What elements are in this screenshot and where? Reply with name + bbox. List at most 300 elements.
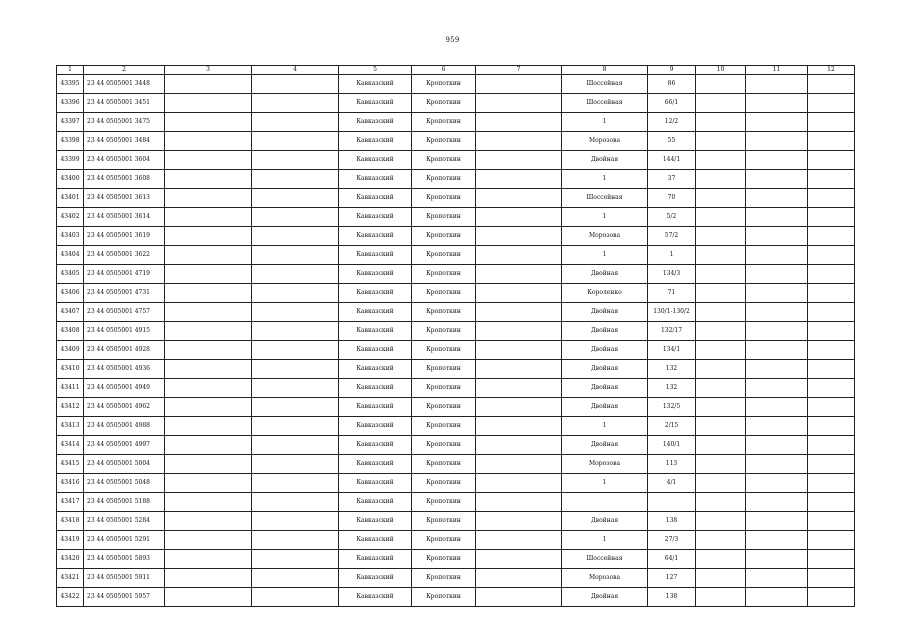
cell-col-12 xyxy=(808,284,855,303)
cell-col-3 xyxy=(165,474,252,493)
cell-col-1: 43409 xyxy=(57,341,84,360)
cell-col-2: 23 44 0505001 5893 xyxy=(84,550,165,569)
cell-col-4 xyxy=(252,94,339,113)
cell-col-12 xyxy=(808,113,855,132)
cell-col-5: Кавказский xyxy=(339,227,412,246)
cell-col-8: 1 xyxy=(562,170,648,189)
table-row xyxy=(57,360,855,379)
cell-col-5: Кавказский xyxy=(339,246,412,265)
cell-col-6: Кропоткин xyxy=(412,417,476,436)
cell-col-7 xyxy=(476,170,562,189)
cell-col-5: Кавказский xyxy=(339,303,412,322)
cell-col-10 xyxy=(696,512,746,531)
cell-col-10 xyxy=(696,550,746,569)
cell-col-4 xyxy=(252,417,339,436)
cell-col-8: Двойная xyxy=(562,341,648,360)
cell-col-11 xyxy=(746,151,808,170)
cell-col-1: 43397 xyxy=(57,113,84,132)
cell-col-7 xyxy=(476,474,562,493)
cell-col-10 xyxy=(696,208,746,227)
cell-col-1: 43419 xyxy=(57,531,84,550)
table-row xyxy=(57,398,855,417)
cell-col-7 xyxy=(476,246,562,265)
cell-col-11 xyxy=(746,322,808,341)
table-row xyxy=(57,341,855,360)
cell-col-6: Кропоткин xyxy=(412,474,476,493)
table-row xyxy=(57,531,855,550)
cell-col-9: 132/17 xyxy=(648,322,696,341)
cell-col-2: 23 44 0505001 4962 xyxy=(84,398,165,417)
cell-col-8: Двойная xyxy=(562,588,648,607)
cell-col-2: 23 44 0505001 4997 xyxy=(84,436,165,455)
cell-col-1: 43414 xyxy=(57,436,84,455)
cell-col-7 xyxy=(476,151,562,170)
cell-col-4 xyxy=(252,379,339,398)
table-row xyxy=(57,151,855,170)
cell-col-7 xyxy=(476,512,562,531)
cell-col-2: 23 44 0505001 4936 xyxy=(84,360,165,379)
table-row xyxy=(57,208,855,227)
header-row xyxy=(57,66,855,75)
cell-col-6: Кропоткин xyxy=(412,588,476,607)
cell-col-12 xyxy=(808,265,855,284)
cell-col-7 xyxy=(476,379,562,398)
cell-col-12 xyxy=(808,227,855,246)
cell-col-10 xyxy=(696,569,746,588)
cell-col-6: Кропоткин xyxy=(412,531,476,550)
cell-col-6: Кропоткин xyxy=(412,284,476,303)
cell-col-2: 23 44 0505001 4928 xyxy=(84,341,165,360)
cell-col-12 xyxy=(808,436,855,455)
cell-col-9: 37 xyxy=(648,170,696,189)
table-row xyxy=(57,113,855,132)
cell-col-9: 86 xyxy=(648,75,696,94)
cell-col-2: 23 44 0505001 3451 xyxy=(84,94,165,113)
cell-col-4 xyxy=(252,531,339,550)
cell-col-6: Кропоткин xyxy=(412,227,476,246)
cell-col-8: Двойная xyxy=(562,398,648,417)
cell-col-12 xyxy=(808,455,855,474)
cell-col-5: Кавказский xyxy=(339,455,412,474)
cell-col-8: Короленко xyxy=(562,284,648,303)
table-row xyxy=(57,474,855,493)
cell-col-9: 127 xyxy=(648,569,696,588)
cell-col-8: Морозова xyxy=(562,132,648,151)
cell-col-4 xyxy=(252,455,339,474)
cell-col-9: 27/3 xyxy=(648,531,696,550)
cell-col-10 xyxy=(696,246,746,265)
cell-col-4 xyxy=(252,189,339,208)
cell-col-1: 43421 xyxy=(57,569,84,588)
cell-col-10 xyxy=(696,75,746,94)
cell-col-10 xyxy=(696,94,746,113)
cell-col-3 xyxy=(165,398,252,417)
cell-col-5: Кавказский xyxy=(339,322,412,341)
cell-col-11 xyxy=(746,113,808,132)
cell-col-7 xyxy=(476,132,562,151)
cell-col-3 xyxy=(165,569,252,588)
cell-col-10 xyxy=(696,322,746,341)
cell-col-1: 43408 xyxy=(57,322,84,341)
cell-col-4 xyxy=(252,113,339,132)
cell-col-6: Кропоткин xyxy=(412,265,476,284)
cell-col-6: Кропоткин xyxy=(412,189,476,208)
cell-col-5: Кавказский xyxy=(339,132,412,151)
cell-col-12 xyxy=(808,303,855,322)
cell-col-4 xyxy=(252,569,339,588)
cell-col-3 xyxy=(165,284,252,303)
cell-col-3 xyxy=(165,113,252,132)
cell-col-1: 43395 xyxy=(57,75,84,94)
cell-col-6: Кропоткин xyxy=(412,94,476,113)
cell-col-1: 43411 xyxy=(57,379,84,398)
cell-col-5: Кавказский xyxy=(339,436,412,455)
cell-col-5: Кавказский xyxy=(339,474,412,493)
cell-col-6: Кропоткин xyxy=(412,436,476,455)
cell-col-2: 23 44 0505001 3448 xyxy=(84,75,165,94)
cell-col-2: 23 44 0505001 5291 xyxy=(84,531,165,550)
column-header-4: 4 xyxy=(252,66,339,75)
cell-col-12 xyxy=(808,322,855,341)
cell-col-2: 23 44 0505001 5188 xyxy=(84,493,165,512)
cell-col-5: Кавказский xyxy=(339,113,412,132)
cell-col-9: 132 xyxy=(648,379,696,398)
cell-col-10 xyxy=(696,531,746,550)
cell-col-9: 1 xyxy=(648,246,696,265)
table-row xyxy=(57,94,855,113)
column-header-11: 11 xyxy=(746,66,808,75)
cell-col-8: 1 xyxy=(562,246,648,265)
cell-col-6: Кропоткин xyxy=(412,550,476,569)
cell-col-2: 23 44 0505001 4731 xyxy=(84,284,165,303)
cell-col-3 xyxy=(165,227,252,246)
cell-col-1: 43396 xyxy=(57,94,84,113)
table-row xyxy=(57,170,855,189)
cell-col-6: Кропоткин xyxy=(412,246,476,265)
cell-col-11 xyxy=(746,189,808,208)
table-row xyxy=(57,417,855,436)
cell-col-12 xyxy=(808,341,855,360)
cell-col-7 xyxy=(476,436,562,455)
cell-col-7 xyxy=(476,569,562,588)
cell-col-3 xyxy=(165,132,252,151)
cell-col-1: 43420 xyxy=(57,550,84,569)
cell-col-11 xyxy=(746,417,808,436)
cell-col-6: Кропоткин xyxy=(412,455,476,474)
column-header-9: 9 xyxy=(648,66,696,75)
cell-col-3 xyxy=(165,322,252,341)
cell-col-8: 1 xyxy=(562,531,648,550)
table-row xyxy=(57,379,855,398)
cell-col-8: Двойная xyxy=(562,265,648,284)
cell-col-2: 23 44 0505001 3614 xyxy=(84,208,165,227)
cell-col-7 xyxy=(476,284,562,303)
table-body xyxy=(57,75,855,607)
cell-col-1: 43418 xyxy=(57,512,84,531)
cell-col-10 xyxy=(696,170,746,189)
cell-col-9: 57/2 xyxy=(648,227,696,246)
cell-col-12 xyxy=(808,398,855,417)
cell-col-11 xyxy=(746,170,808,189)
cell-col-10 xyxy=(696,398,746,417)
cell-col-4 xyxy=(252,151,339,170)
cell-col-10 xyxy=(696,284,746,303)
cell-col-11 xyxy=(746,360,808,379)
cell-col-3 xyxy=(165,493,252,512)
cell-col-9: 70 xyxy=(648,189,696,208)
cell-col-3 xyxy=(165,379,252,398)
cell-col-10 xyxy=(696,493,746,512)
cell-col-11 xyxy=(746,569,808,588)
cell-col-1: 43416 xyxy=(57,474,84,493)
cell-col-1: 43410 xyxy=(57,360,84,379)
cell-col-7 xyxy=(476,531,562,550)
cell-col-8: 1 xyxy=(562,113,648,132)
cell-col-11 xyxy=(746,512,808,531)
cell-col-1: 43398 xyxy=(57,132,84,151)
cell-col-5: Кавказский xyxy=(339,550,412,569)
cell-col-10 xyxy=(696,265,746,284)
cell-col-3 xyxy=(165,151,252,170)
cell-col-10 xyxy=(696,303,746,322)
cell-col-5: Кавказский xyxy=(339,189,412,208)
cell-col-12 xyxy=(808,208,855,227)
cell-col-11 xyxy=(746,94,808,113)
cell-col-9: 66/1 xyxy=(648,94,696,113)
cell-col-2: 23 44 0505001 5048 xyxy=(84,474,165,493)
cell-col-4 xyxy=(252,474,339,493)
cell-col-6: Кропоткин xyxy=(412,170,476,189)
cell-col-8: Шоссейная xyxy=(562,94,648,113)
cell-col-3 xyxy=(165,94,252,113)
cell-col-9: 134/1 xyxy=(648,341,696,360)
table-row xyxy=(57,588,855,607)
cell-col-8: Двойная xyxy=(562,151,648,170)
cell-col-3 xyxy=(165,303,252,322)
cell-col-6: Кропоткин xyxy=(412,493,476,512)
cell-col-10 xyxy=(696,455,746,474)
cell-col-6: Кропоткин xyxy=(412,398,476,417)
cell-col-2: 23 44 0505001 5004 xyxy=(84,455,165,474)
cell-col-6: Кропоткин xyxy=(412,113,476,132)
cell-col-2: 23 44 0505001 3475 xyxy=(84,113,165,132)
cell-col-11 xyxy=(746,208,808,227)
cell-col-8: Морозова xyxy=(562,227,648,246)
cell-col-11 xyxy=(746,284,808,303)
table-row xyxy=(57,569,855,588)
cell-col-10 xyxy=(696,379,746,398)
cell-col-7 xyxy=(476,75,562,94)
table-row xyxy=(57,550,855,569)
cell-col-4 xyxy=(252,512,339,531)
cell-col-1: 43407 xyxy=(57,303,84,322)
cell-col-6: Кропоткин xyxy=(412,75,476,94)
cell-col-11 xyxy=(746,379,808,398)
cell-col-9: 132/5 xyxy=(648,398,696,417)
cell-col-11 xyxy=(746,474,808,493)
cell-col-1: 43401 xyxy=(57,189,84,208)
cell-col-7 xyxy=(476,493,562,512)
cell-col-1: 43400 xyxy=(57,170,84,189)
cell-col-11 xyxy=(746,227,808,246)
cell-col-4 xyxy=(252,208,339,227)
cell-col-9: 4/1 xyxy=(648,474,696,493)
cell-col-2: 23 44 0505001 4719 xyxy=(84,265,165,284)
cell-col-3 xyxy=(165,588,252,607)
cell-col-2: 23 44 0505001 5957 xyxy=(84,588,165,607)
cell-col-6: Кропоткин xyxy=(412,208,476,227)
cell-col-12 xyxy=(808,189,855,208)
cell-col-3 xyxy=(165,512,252,531)
cell-col-2: 23 44 0505001 4757 xyxy=(84,303,165,322)
cell-col-7 xyxy=(476,360,562,379)
cell-col-11 xyxy=(746,493,808,512)
cell-col-11 xyxy=(746,341,808,360)
cell-col-11 xyxy=(746,398,808,417)
cell-col-7 xyxy=(476,189,562,208)
cell-col-4 xyxy=(252,246,339,265)
cell-col-9: 144/1 xyxy=(648,151,696,170)
cell-col-5: Кавказский xyxy=(339,379,412,398)
cell-col-2: 23 44 0505001 3619 xyxy=(84,227,165,246)
table-row xyxy=(57,303,855,322)
cell-col-1: 43406 xyxy=(57,284,84,303)
cell-col-2: 23 44 0505001 4915 xyxy=(84,322,165,341)
cell-col-5: Кавказский xyxy=(339,512,412,531)
cell-col-7 xyxy=(476,265,562,284)
column-header-2: 2 xyxy=(84,66,165,75)
table-header xyxy=(57,66,855,75)
cell-col-8: Шоссейная xyxy=(562,189,648,208)
cell-col-8: Двойная xyxy=(562,360,648,379)
cell-col-2: 23 44 0505001 5911 xyxy=(84,569,165,588)
cell-col-8: Двойная xyxy=(562,303,648,322)
column-header-5: 5 xyxy=(339,66,412,75)
cell-col-12 xyxy=(808,360,855,379)
cell-col-2: 23 44 0505001 5284 xyxy=(84,512,165,531)
table-row xyxy=(57,265,855,284)
cell-col-9: 113 xyxy=(648,455,696,474)
cell-col-1: 43412 xyxy=(57,398,84,417)
cell-col-1: 43403 xyxy=(57,227,84,246)
cell-col-2: 23 44 0505001 4988 xyxy=(84,417,165,436)
cell-col-11 xyxy=(746,436,808,455)
cell-col-8: Морозова xyxy=(562,569,648,588)
cell-col-5: Кавказский xyxy=(339,284,412,303)
cell-col-5: Кавказский xyxy=(339,493,412,512)
table-row xyxy=(57,284,855,303)
column-header-8: 8 xyxy=(562,66,648,75)
cell-col-11 xyxy=(746,265,808,284)
cell-col-5: Кавказский xyxy=(339,151,412,170)
column-header-6: 6 xyxy=(412,66,476,75)
cell-col-6: Кропоткин xyxy=(412,151,476,170)
table-row xyxy=(57,436,855,455)
column-header-1: 1 xyxy=(57,66,84,75)
cell-col-4 xyxy=(252,398,339,417)
table-row xyxy=(57,246,855,265)
cell-col-3 xyxy=(165,208,252,227)
cell-col-4 xyxy=(252,75,339,94)
cell-col-5: Кавказский xyxy=(339,94,412,113)
cell-col-7 xyxy=(476,588,562,607)
cell-col-8: 1 xyxy=(562,474,648,493)
cell-col-7 xyxy=(476,303,562,322)
cell-col-2: 23 44 0505001 3604 xyxy=(84,151,165,170)
cell-col-5: Кавказский xyxy=(339,531,412,550)
cell-col-7 xyxy=(476,341,562,360)
cell-col-11 xyxy=(746,550,808,569)
cell-col-2: 23 44 0505001 4949 xyxy=(84,379,165,398)
cell-col-5: Кавказский xyxy=(339,208,412,227)
cell-col-5: Кавказский xyxy=(339,417,412,436)
cell-col-11 xyxy=(746,75,808,94)
cell-col-7 xyxy=(476,455,562,474)
cell-col-12 xyxy=(808,474,855,493)
cell-col-6: Кропоткин xyxy=(412,322,476,341)
cell-col-11 xyxy=(746,588,808,607)
cell-col-9: 71 xyxy=(648,284,696,303)
cell-col-7 xyxy=(476,208,562,227)
cell-col-12 xyxy=(808,379,855,398)
cell-col-8: Шоссейная xyxy=(562,75,648,94)
cell-col-7 xyxy=(476,398,562,417)
cell-col-5: Кавказский xyxy=(339,360,412,379)
cell-col-10 xyxy=(696,189,746,208)
cell-col-12 xyxy=(808,550,855,569)
cell-col-7 xyxy=(476,227,562,246)
cell-col-10 xyxy=(696,360,746,379)
cell-col-4 xyxy=(252,170,339,189)
cell-col-12 xyxy=(808,246,855,265)
cell-col-10 xyxy=(696,132,746,151)
cell-col-3 xyxy=(165,170,252,189)
cell-col-2: 23 44 0505001 3622 xyxy=(84,246,165,265)
cell-col-3 xyxy=(165,455,252,474)
cell-col-3 xyxy=(165,550,252,569)
cell-col-3 xyxy=(165,360,252,379)
cell-col-3 xyxy=(165,531,252,550)
cell-col-8: Двойная xyxy=(562,379,648,398)
cell-col-1: 43399 xyxy=(57,151,84,170)
cell-col-12 xyxy=(808,588,855,607)
cell-col-11 xyxy=(746,132,808,151)
cell-col-3 xyxy=(165,75,252,94)
table-row xyxy=(57,75,855,94)
cell-col-9: 132 xyxy=(648,360,696,379)
cell-col-10 xyxy=(696,227,746,246)
table-row xyxy=(57,132,855,151)
cell-col-7 xyxy=(476,322,562,341)
cell-col-4 xyxy=(252,588,339,607)
cell-col-9: 64/1 xyxy=(648,550,696,569)
cell-col-10 xyxy=(696,151,746,170)
cell-col-7 xyxy=(476,417,562,436)
cell-col-9 xyxy=(648,493,696,512)
cell-col-9: 5/2 xyxy=(648,208,696,227)
cell-col-10 xyxy=(696,417,746,436)
cell-col-7 xyxy=(476,550,562,569)
cell-col-4 xyxy=(252,265,339,284)
cell-col-4 xyxy=(252,341,339,360)
table-row xyxy=(57,227,855,246)
cell-col-12 xyxy=(808,151,855,170)
cell-col-7 xyxy=(476,94,562,113)
cell-col-5: Кавказский xyxy=(339,170,412,189)
cell-col-1: 43402 xyxy=(57,208,84,227)
cell-col-4 xyxy=(252,360,339,379)
cell-col-11 xyxy=(746,246,808,265)
